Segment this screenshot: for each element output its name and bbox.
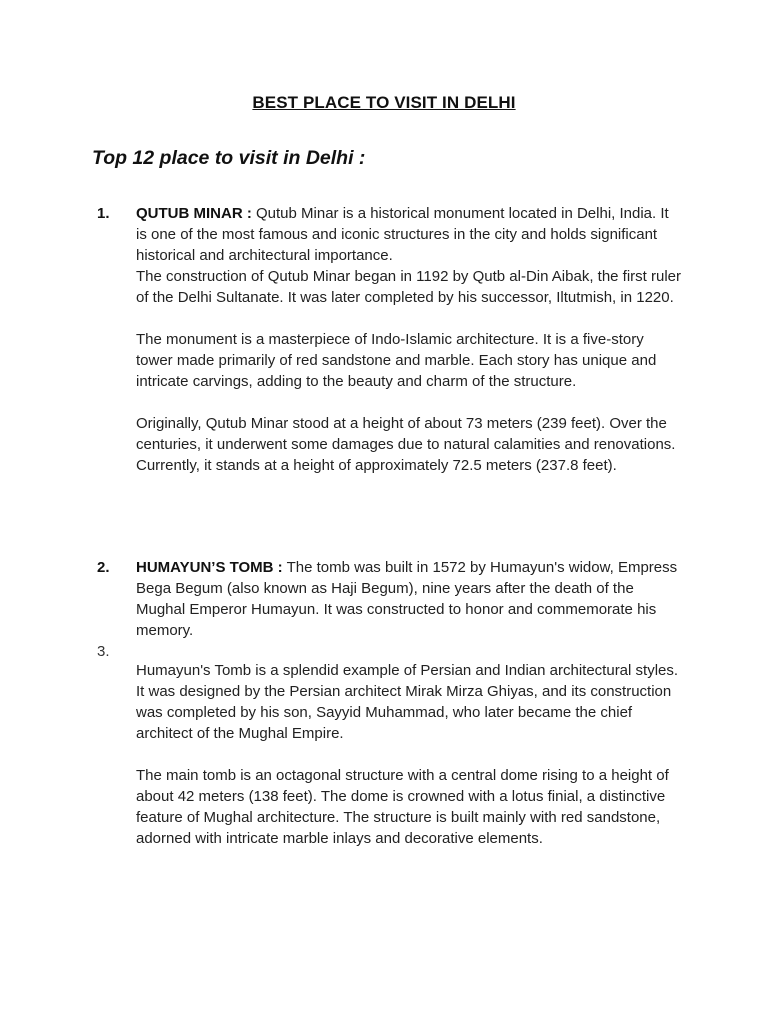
list-item-body <box>136 660 681 870</box>
paragraph: Originally, Qutub Minar stood at a height of about 73 meters (239 feet). Over the centuries, it underwent some damages due to natural calamities and renovations. Currently, it stands at a height of approximately 72.5 meters (237.8 feet). <box>136 415 676 474</box>
item-heading: HUMAYUN’S TOMB : <box>136 559 283 576</box>
document-title: BEST PLACE TO VISIT IN DELHI <box>252 93 516 112</box>
list-number: 1. <box>97 205 110 222</box>
item-text: Qutub Minar is a historical monument located in Delhi, India. It is one of the most famous and iconic structures in the city and holds significant historical and architectural importance. <box>136 205 669 264</box>
item-heading: QUTUB MINAR : <box>136 205 252 222</box>
paragraph <box>136 203 681 266</box>
paragraph <box>136 557 681 641</box>
document-subtitle: Top 12 place to visit in Delhi : <box>92 147 366 169</box>
paragraph: The construction of Qutub Minar began in 1192 by Qutb al-Din Aibak, the first ruler of the Delhi Sultanate. It was later completed by his successor, Iltutmish, in 1220. <box>136 268 682 306</box>
paragraph: The monument is a masterpiece of Indo-Islamic architecture. It is a five-story tower made primarily of red sandstone and marble. Each story has unique and intricate carvings, adding to the beauty and charm of the structure. <box>136 331 657 390</box>
list-item-body <box>136 557 681 641</box>
list-number: 3. <box>97 643 110 660</box>
paragraph: The main tomb is an octagonal structure with a central dome rising to a height of about 42 meters (138 feet). The dome is crowned with a lotus finial, a distinctive feature of Mughal architecture. The structure is built mainly with red sandstone, adorned with intricate marble inlays and decorative elements. <box>136 767 669 847</box>
item-text: The tomb was built in 1572 by Humayun's widow, Empress Bega Begum (also known as Haji Begum), nine years after the death of the Mughal Emperor Humayun. It was constructed to honor and commemorate his memory. <box>136 559 678 639</box>
paragraph: Humayun's Tomb is a splendid example of Persian and Indian architectural styles. It was designed by the Persian architect Mirak Mirza Ghiyas, and its construction was completed by his son, Sayyid Muhammad, who later became the chief architect of the Mughal Empire. <box>136 662 679 742</box>
list-item-body <box>136 203 681 497</box>
list-number: 2. <box>97 559 110 576</box>
